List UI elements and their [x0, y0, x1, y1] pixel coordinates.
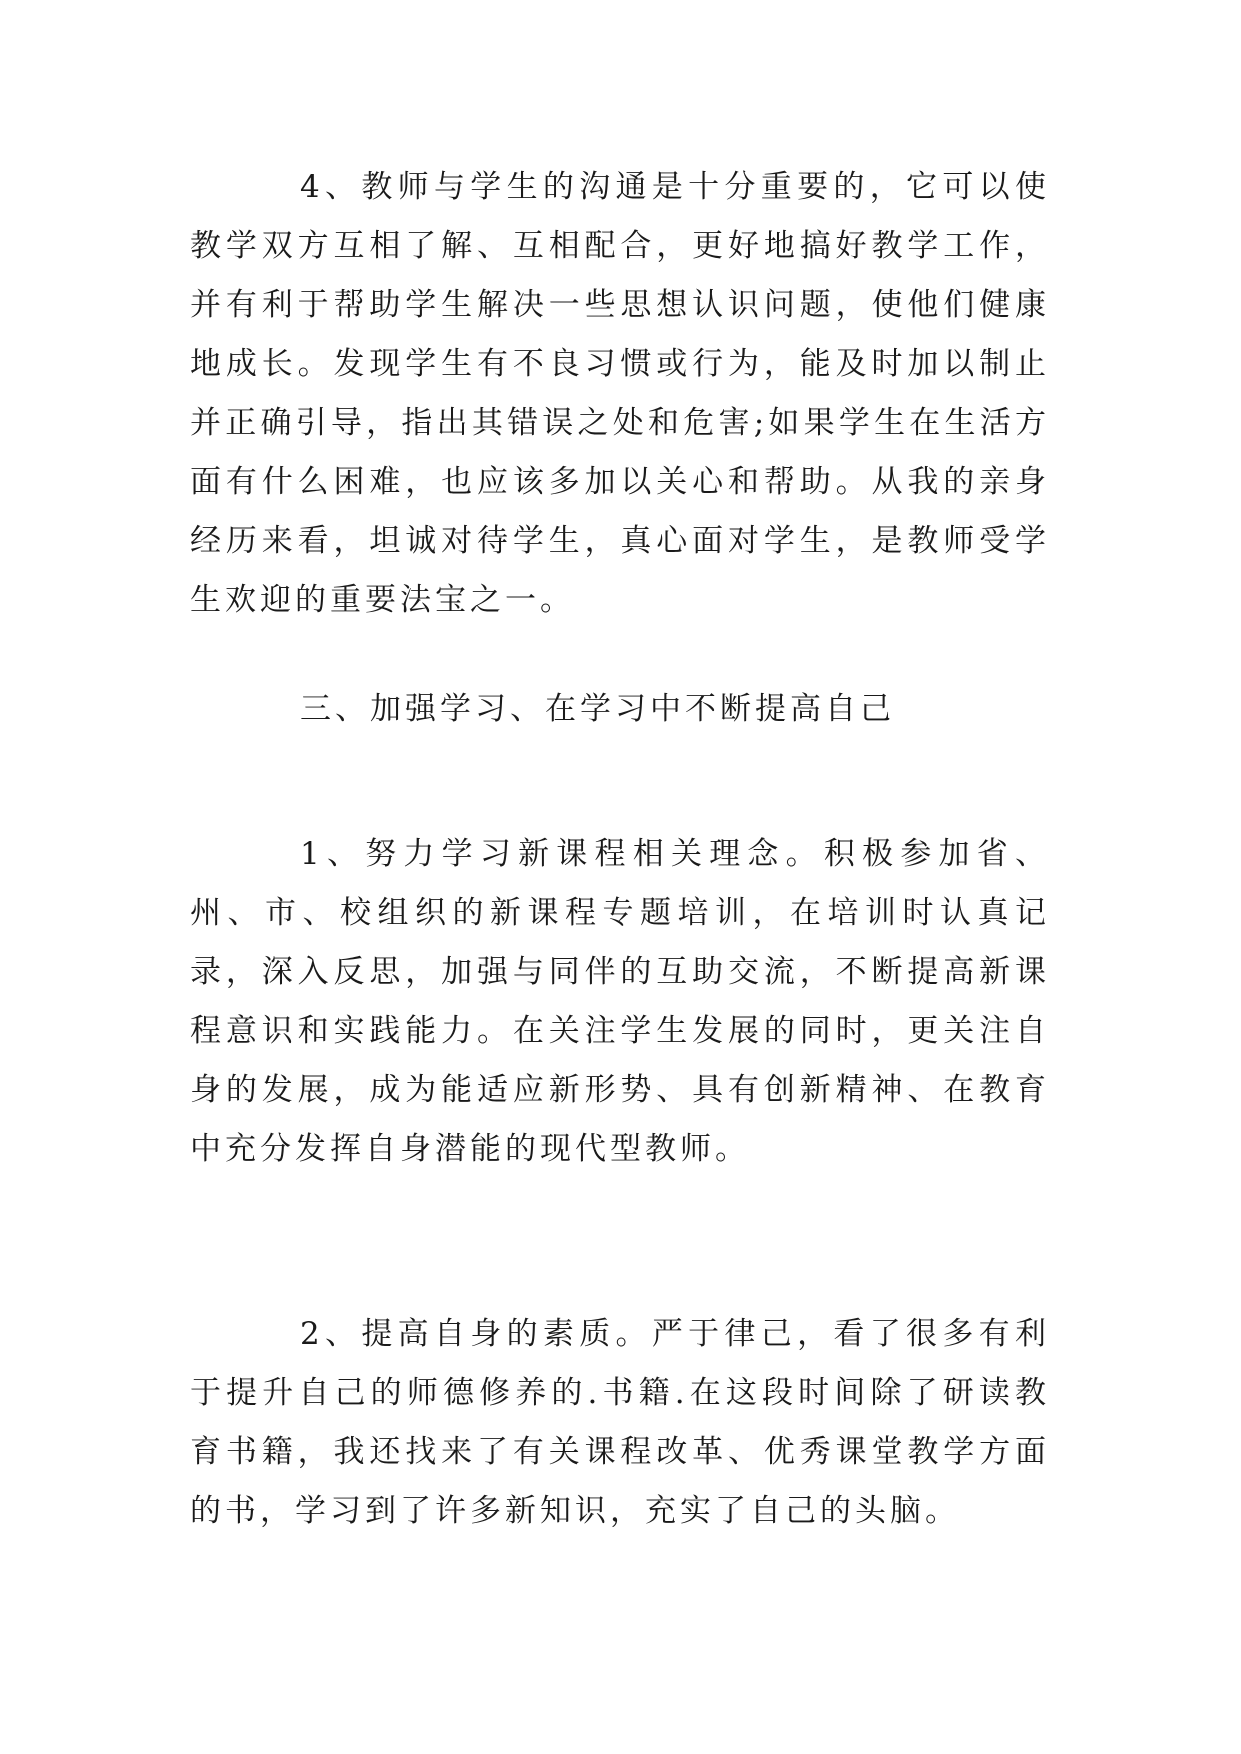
paragraph-new-curriculum-study: 1、努力学习新课程相关理念。积极参加省、州、市、校组织的新课程专题培训，在培训时认真记录，深入反思，加强与同伴的互助交流，不断提高新课程意识和实践能力。在关注学生发展的同时，更关注自身的发展，成为能适应新形势、具有创新精神、在教育中充分发挥自身潜能的现代型教师。 [190, 836, 1050, 1167]
section-heading-strengthen-learning: 三、加强学习、在学习中不断提高自己 [300, 691, 895, 727]
paragraph-teacher-student-communication: 4、教师与学生的沟通是十分重要的，它可以使教学双方互相了解、互相配合，更好地搞好教学工作，并有利于帮助学生解决一些思想认识问题，使他们健康地成长。发现学生有不良习惯或行为，能及时加以制止并正确引导，指出其错误之处和危害;如果学生在生活方面有什么困难，也应该多加以关心和帮助。从我的亲身经历来看，坦诚对待学生，真心面对学生，是教师受学生欢迎的重要法宝之一。 [190, 169, 1050, 618]
paragraph-self-improvement: 2、提高自身的素质。严于律己，看了很多有利于提升自己的师德修养的.书籍.在这段时间除了研读教育书籍，我还找来了有关课程改革、优秀课堂教学方面的书，学习到了许多新知识，充实了自己的头脑。 [190, 1316, 1050, 1529]
